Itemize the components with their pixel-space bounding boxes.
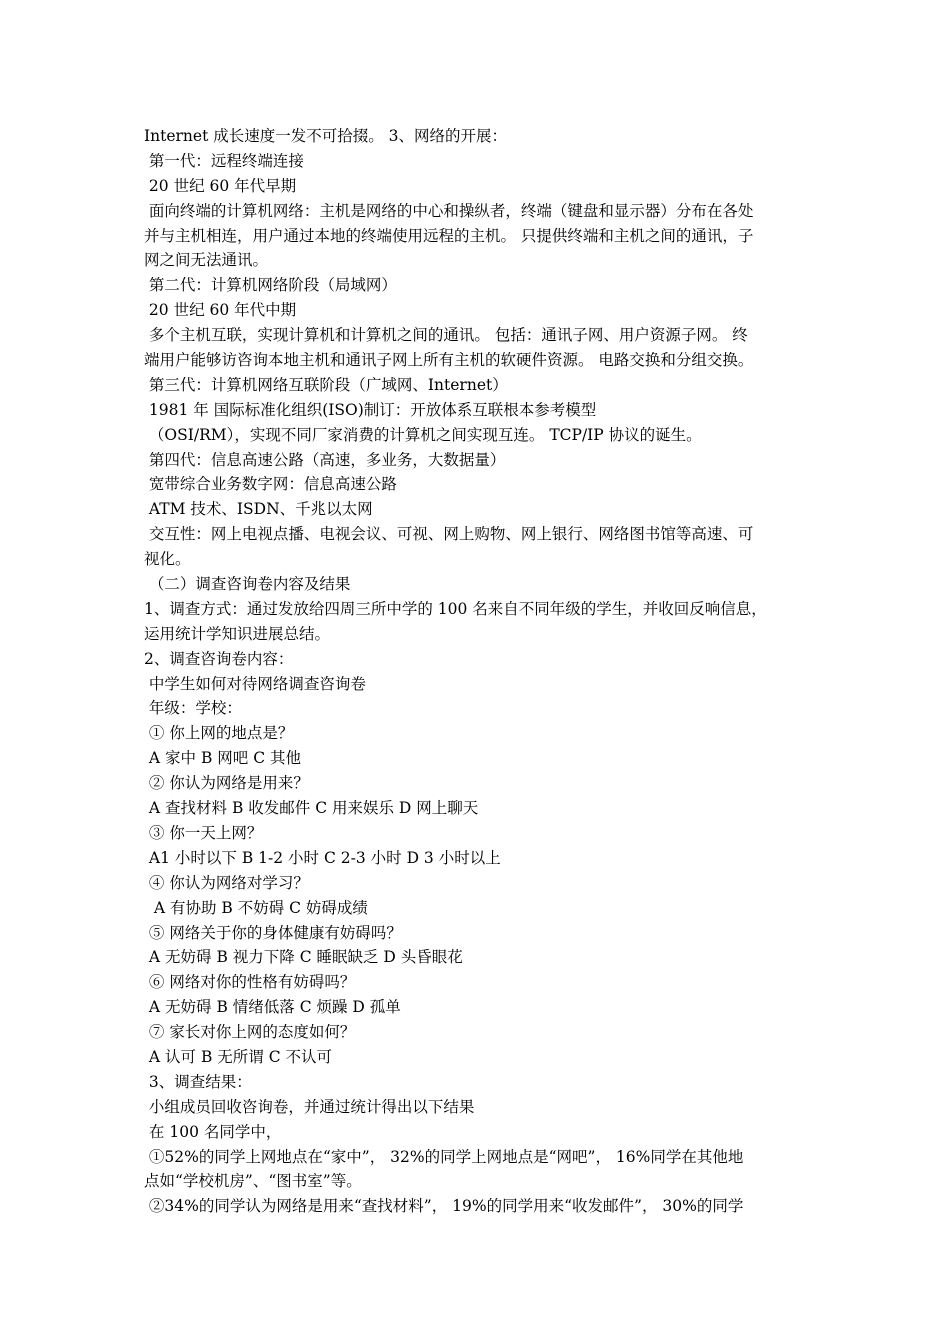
text-line: 端用户能够访咨询本地主机和通讯子网上所有主机的软硬件资源。 电路交换和分组交换。 [144, 351, 754, 370]
text-line: 1981 年 国际标准化组织(ISO)制订：开放体系互联根本参考模型 [144, 400, 597, 419]
text-line: 多个主机互联，实现计算机和计算机之间的通讯。 包括：通讯子网、用户资源子网。 终 [144, 326, 748, 345]
text-line: A 无妨碍 B 情绪低落 C 烦躁 D 孤单 [144, 998, 401, 1017]
text-line: ② 你认为网络是用来？ [144, 774, 309, 793]
text-line: 3、调查结果： [144, 1072, 252, 1091]
text-line: A 无妨碍 B 视力下降 C 睡眠缺乏 D 头昏眼花 [144, 948, 463, 967]
text-line: 宽带综合业务数字网：信息高速公路 [144, 475, 397, 494]
text-line: ⑤ 网络关于你的身体健康有妨碍吗？ [144, 923, 402, 942]
text-line: 年级：学校： [144, 699, 242, 718]
text-line: A 认可 B 无所谓 C 不认可 [144, 1047, 333, 1066]
text-line: 在 100 名同学中， [144, 1122, 282, 1141]
text-line: （OSI/RM），实现不同厂家消费的计算机之间实现互连。 TCP/IP 协议的诞生。 [144, 425, 702, 444]
text-line: A 查找材料 B 收发邮件 C 用来娱乐 D 网上聊天 [144, 799, 479, 818]
text-line: ④ 你认为网络对学习？ [144, 873, 309, 892]
text-line: ①52%的同学上网地点在“家中”， 32%的同学上网地点是“网吧”， 16%同学在其他地 [144, 1147, 744, 1166]
text-line: 点如“学校机房”、“图书室”等。 [144, 1172, 362, 1191]
text-line: 第一代：远程终端连接 [144, 151, 304, 170]
text-line: A 有协助 B 不妨碍 C 妨碍成绩 [144, 898, 368, 917]
text-line: ②34%的同学认为网络是用来“查找材料”， 19%的同学用来“收发邮件”， 30%的同学 [144, 1197, 744, 1216]
text-line: 中学生如何对待网络调查咨询卷 [144, 674, 366, 693]
text-line: 20 世纪 60 年代早期 [144, 176, 297, 195]
text-line: ① 你上网的地点是？ [144, 724, 294, 743]
text-line: ATM 技术、ISDN、千兆以太网 [144, 500, 373, 519]
text-line: 视化。 [144, 550, 191, 569]
text-line: ⑥ 网络对你的性格有妨碍吗？ [144, 973, 356, 992]
text-line: 并与主机相连，用户通过本地的终端使用远程的主机。 只提供终端和主机之间的通讯，子 [144, 226, 754, 245]
text-line: 1、调查方式：通过发放给四周三所中学的 100 名来自不同年级的学生，并收回反响信息， [144, 599, 767, 618]
text-line: 20 世纪 60 年代中期 [144, 301, 297, 320]
text-line: ⑦ 家长对你上网的态度如何？ [144, 1023, 356, 1042]
document-body [144, 124, 816, 1219]
text-line: 第三代：计算机网络互联阶段（广域网、Internet） [144, 375, 508, 394]
text-line: 第四代：信息高速公路（高速，多业务，大数据量） [144, 450, 506, 469]
text-line: 面向终端的计算机网络：主机是网络的中心和操纵者，终端（键盘和显示器）分布在各处 [144, 201, 754, 220]
text-line: 交互性：网上电视点播、电视会议、可视、网上购物、网上银行、网络图书馆等高速、可 [144, 525, 754, 544]
text-line: 2、调查咨询卷内容： [144, 649, 294, 668]
text-line: A1 小时以下 B 1-2 小时 C 2-3 小时 D 3 小时以上 [144, 848, 501, 867]
text-line: 小组成员回收咨询卷，并通过统计得出以下结果 [144, 1097, 475, 1116]
text-line: Internet 成长速度一发不可拾掇。 3、网络的开展： [144, 127, 508, 145]
text-line: A 家中 B 网吧 C 其他 [144, 749, 302, 768]
text-line: 第二代：计算机网络阶段（局域网） [144, 276, 397, 295]
text-line: 网之间无法通讯。 [144, 251, 269, 270]
text-line: ③ 你一天上网？ [144, 823, 263, 842]
text-line: （二）调查咨询卷内容及结果 [144, 575, 351, 594]
text-line: 运用统计学知识进展总结。 [144, 624, 331, 643]
